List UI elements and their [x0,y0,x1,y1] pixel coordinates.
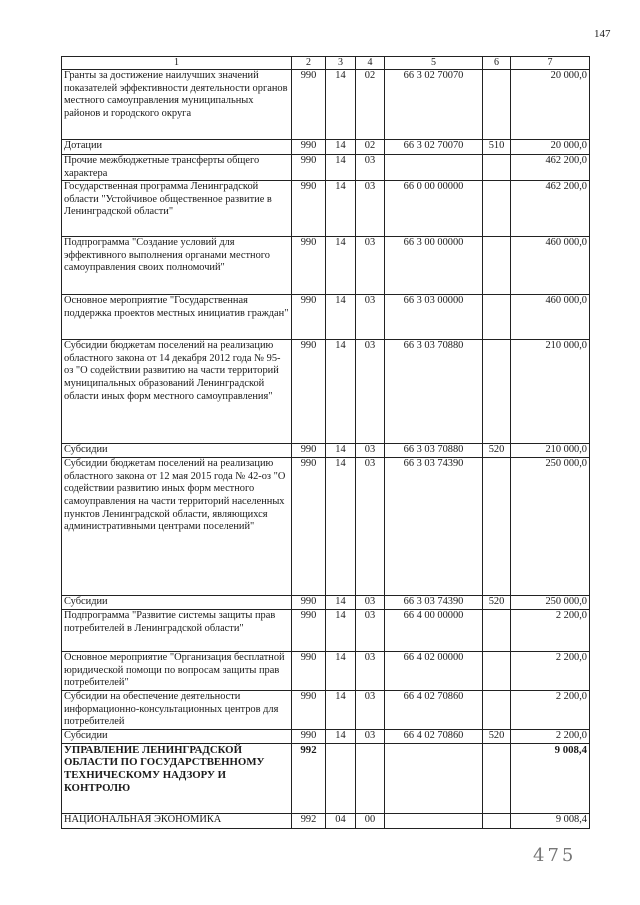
col-header-3: 3 [326,57,356,70]
row-name-cell: Основное мероприятие "Организация бесплатной юридической помощи по вопросам защиты прав потребителей" [62,652,292,691]
row-ministry-code-cell: 990 [292,340,326,444]
table-row [62,813,590,828]
row-target-article-cell: 66 3 03 00000 [385,295,483,340]
row-name-cell: Субсидии [62,729,292,743]
row-name-cell: Субсидии на обеспечение деятельности информационно-консультационных центров для потребителей [62,690,292,729]
row-subsection-cell: 03 [356,181,385,237]
row-target-article-cell: 66 3 00 00000 [385,237,483,295]
row-amount-cell: 462 200,0 [511,155,590,181]
row-subsection-cell: 03 [356,458,385,596]
row-expense-type-cell [483,155,511,181]
row-name-cell: Субсидии бюджетам поселений на реализацию областного закона от 14 декабря 2012 года № 95-оз "О содействии развитию на части территорий муниципальных образований Ленинградской области иных форм местного самоуправления" [62,340,292,444]
row-expense-type-cell [483,237,511,295]
table-row [62,610,590,652]
col-header-7: 7 [511,57,590,70]
row-amount-cell: 2 200,0 [511,690,590,729]
row-section-cell: 14 [326,340,356,444]
row-section-cell [326,743,356,813]
row-section-cell: 14 [326,70,356,140]
row-amount-cell: 2 200,0 [511,729,590,743]
row-expense-type-cell [483,70,511,140]
row-expense-type-cell [483,295,511,340]
row-name-cell: Государственная программа Ленинградской области "Устойчивое общественное развитие в Ленинградской области" [62,181,292,237]
row-target-article-cell: 66 4 02 70860 [385,690,483,729]
col-header-2: 2 [292,57,326,70]
row-subsection-cell: 02 [356,140,385,155]
row-section-cell: 14 [326,295,356,340]
row-section-cell: 04 [326,813,356,828]
row-amount-cell: 460 000,0 [511,237,590,295]
row-ministry-code-cell: 990 [292,690,326,729]
row-subsection-cell: 03 [356,729,385,743]
row-target-article-cell: 66 3 03 70880 [385,340,483,444]
row-ministry-code-cell: 990 [292,181,326,237]
row-name-cell: Подпрограмма "Развитие системы защиты прав потребителей в Ленинградской области" [62,610,292,652]
row-subsection-cell: 00 [356,813,385,828]
budget-table [61,56,590,829]
row-name-cell: Основное мероприятие "Государственная поддержка проектов местных инициатив граждан" [62,295,292,340]
row-name-cell: УПРАВЛЕНИЕ ЛЕНИНГРАДСКОЙ ОБЛАСТИ ПО ГОСУДАРСТВЕННОМУ ТЕХНИЧЕСКОМУ НАДЗОРУ И КОНТРОЛЮ [62,743,292,813]
table-row [62,743,590,813]
row-section-cell: 14 [326,155,356,181]
row-section-cell: 14 [326,596,356,610]
row-amount-cell: 250 000,0 [511,596,590,610]
row-expense-type-cell [483,690,511,729]
row-amount-cell: 2 200,0 [511,610,590,652]
row-amount-cell: 210 000,0 [511,340,590,444]
row-name-cell: Подпрограмма "Создание условий для эффективного выполнения органами местного самоуправления своих полномочий" [62,237,292,295]
row-target-article-cell [385,155,483,181]
table-row [62,444,590,458]
row-ministry-code-cell: 990 [292,155,326,181]
row-ministry-code-cell: 990 [292,70,326,140]
table-row [62,237,590,295]
row-subsection-cell: 03 [356,690,385,729]
row-subsection-cell: 03 [356,340,385,444]
row-section-cell: 14 [326,237,356,295]
table-row [62,458,590,596]
row-subsection-cell: 03 [356,444,385,458]
row-name-cell: НАЦИОНАЛЬНАЯ ЭКОНОМИКА [62,813,292,828]
row-expense-type-cell [483,610,511,652]
row-section-cell: 14 [326,610,356,652]
row-ministry-code-cell: 990 [292,458,326,596]
row-subsection-cell: 03 [356,652,385,691]
table-row [62,140,590,155]
row-section-cell: 14 [326,729,356,743]
row-ministry-code-cell: 990 [292,610,326,652]
table-row [62,652,590,691]
row-expense-type-cell [483,181,511,237]
row-target-article-cell: 66 3 03 74390 [385,596,483,610]
row-target-article-cell [385,743,483,813]
handwritten-page-stamp: 475 [533,845,577,866]
row-section-cell: 14 [326,652,356,691]
row-ministry-code-cell: 990 [292,729,326,743]
row-target-article-cell [385,813,483,828]
row-amount-cell: 462 200,0 [511,181,590,237]
row-target-article-cell: 66 3 02 70070 [385,70,483,140]
table-row [62,295,590,340]
row-ministry-code-cell: 990 [292,444,326,458]
row-name-cell: Субсидии [62,596,292,610]
row-amount-cell: 20 000,0 [511,140,590,155]
row-expense-type-cell: 510 [483,140,511,155]
row-expense-type-cell [483,652,511,691]
page-number: 147 [594,28,611,40]
row-ministry-code-cell: 990 [292,596,326,610]
col-header-6: 6 [483,57,511,70]
table-row [62,181,590,237]
row-subsection-cell: 03 [356,155,385,181]
row-section-cell: 14 [326,444,356,458]
row-subsection-cell: 03 [356,237,385,295]
row-name-cell: Прочие межбюджетные трансферты общего характера [62,155,292,181]
row-subsection-cell: 03 [356,610,385,652]
row-section-cell: 14 [326,690,356,729]
table-row [62,729,590,743]
row-amount-cell: 210 000,0 [511,444,590,458]
row-target-article-cell: 66 4 00 00000 [385,610,483,652]
row-ministry-code-cell: 990 [292,652,326,691]
row-name-cell: Гранты за достижение наилучших значений показателей эффективности деятельности органов местного самоуправления муниципальных районов и городского округа [62,70,292,140]
row-target-article-cell: 66 4 02 00000 [385,652,483,691]
row-amount-cell: 2 200,0 [511,652,590,691]
row-ministry-code-cell: 992 [292,813,326,828]
row-ministry-code-cell: 990 [292,140,326,155]
row-expense-type-cell: 520 [483,596,511,610]
row-expense-type-cell [483,458,511,596]
row-name-cell: Дотации [62,140,292,155]
row-target-article-cell: 66 3 03 74390 [385,458,483,596]
row-ministry-code-cell: 992 [292,743,326,813]
row-target-article-cell: 66 3 03 70880 [385,444,483,458]
row-section-cell: 14 [326,140,356,155]
row-amount-cell: 20 000,0 [511,70,590,140]
row-amount-cell: 460 000,0 [511,295,590,340]
row-expense-type-cell [483,340,511,444]
row-expense-type-cell: 520 [483,729,511,743]
row-expense-type-cell [483,743,511,813]
row-name-cell: Субсидии [62,444,292,458]
row-name-cell: Субсидии бюджетам поселений на реализацию областного закона от 12 мая 2015 года № 42-оз "О содействии развитию иных форм местного самоуправления на части территорий населенных пунктов Ленинградской области, являющихся административными центрами поселений" [62,458,292,596]
row-section-cell: 14 [326,458,356,596]
row-target-article-cell: 66 4 02 70860 [385,729,483,743]
row-expense-type-cell [483,813,511,828]
row-ministry-code-cell: 990 [292,295,326,340]
row-amount-cell: 9 008,4 [511,813,590,828]
row-amount-cell: 9 008,4 [511,743,590,813]
table-row [62,596,590,610]
row-section-cell: 14 [326,181,356,237]
row-amount-cell: 250 000,0 [511,458,590,596]
row-subsection-cell: 03 [356,596,385,610]
col-header-5: 5 [385,57,483,70]
table-row [62,340,590,444]
row-subsection-cell [356,743,385,813]
row-subsection-cell: 02 [356,70,385,140]
col-header-1: 1 [62,57,292,70]
header-row [62,57,590,70]
row-ministry-code-cell: 990 [292,237,326,295]
row-expense-type-cell: 520 [483,444,511,458]
table-row [62,690,590,729]
row-target-article-cell: 66 0 00 00000 [385,181,483,237]
row-target-article-cell: 66 3 02 70070 [385,140,483,155]
col-header-4: 4 [356,57,385,70]
table-row [62,70,590,140]
row-subsection-cell: 03 [356,295,385,340]
table-row [62,155,590,181]
